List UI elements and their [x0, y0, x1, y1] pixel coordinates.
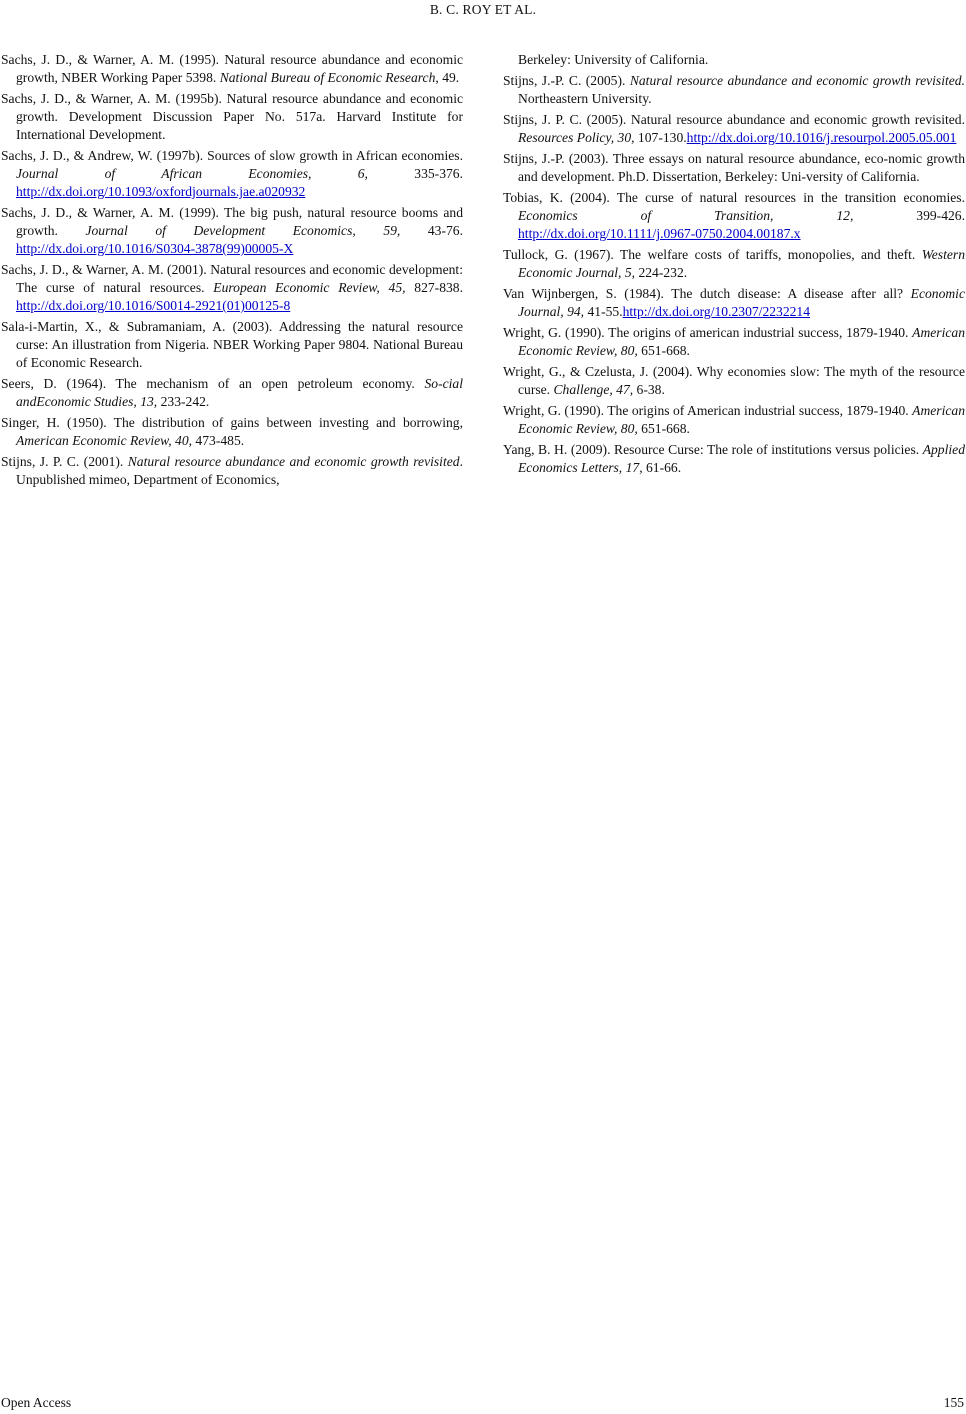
- reference-entry: [1, 414, 463, 450]
- reference-text: Wright, G. (1990). The origins of American industrial success, 1879-1940.: [503, 403, 913, 418]
- reference-text: 224-232.: [635, 265, 688, 280]
- reference-source-italic: Journal of Development Economics, 59,: [85, 223, 401, 238]
- reference-source-italic: Resources Policy, 30,: [518, 130, 635, 145]
- doi-link[interactable]: http://dx.doi.org/10.1093/oxfordjournals.jae.a020932: [16, 184, 306, 199]
- reference-text: 41-55.: [584, 304, 623, 319]
- reference-text: Sachs, J. D., & Warner, A. M. (1995). Natural resource abundance and economic growth, NBER Working Paper 5398.: [1, 52, 463, 85]
- reference-entry: [503, 72, 965, 108]
- reference-text: 651-668.: [637, 343, 690, 358]
- reference-source-italic: Economic Journal, 94,: [518, 286, 965, 319]
- reference-source-italic: Challenge, 47,: [553, 382, 634, 397]
- reference-text: 233-242.: [157, 394, 210, 409]
- reference-entry: [1, 261, 463, 315]
- reference-text: Sachs, J. D., & Andrew, W. (1997b). Sources of slow growth in African economies.: [1, 148, 463, 163]
- doi-link[interactable]: http://dx.doi.org/10.1016/j.resourpol.2005.05.001: [686, 130, 957, 145]
- reference-entry: [1, 453, 463, 489]
- running-header: B. C. ROY ET AL.: [429, 2, 537, 17]
- reference-text: Stijns, J.-P. C. (2005).: [503, 73, 630, 88]
- reference-text: Tullock, G. (1967). The welfare costs of tariffs, monopolies, and theft.: [503, 247, 922, 262]
- reference-text: Stijns, J. P. C. (2001).: [1, 454, 128, 469]
- reference-text: Stijns, J. P. C. (2005). Natural resource abundance and economic growth revisited.: [503, 112, 965, 127]
- doi-link[interactable]: http://dx.doi.org/10.1016/S0014-2921(01)00125-8: [16, 298, 291, 313]
- reference-text: , 49.: [435, 70, 460, 85]
- reference-text: Sachs, J. D., & Warner, A. M. (1995b). Natural resource abundance and economic growth. Development Discussion Paper No. 517a. Harvard Institute for International Development.: [1, 91, 463, 142]
- reference-entry: [503, 285, 965, 321]
- reference-entry: [503, 402, 965, 438]
- reference-text: Singer, H. (1950). The distribution of gains between investing and borrowing,: [1, 415, 463, 430]
- doi-link[interactable]: http://dx.doi.org/10.1111/j.0967-0750.2004.00187.x: [518, 226, 801, 241]
- reference-text: 827-838.: [405, 280, 463, 295]
- reference-text: 473-485.: [192, 433, 245, 448]
- reference-entry: [503, 441, 965, 477]
- reference-source-italic: American Economic Review, 80,: [518, 403, 965, 436]
- reference-entry: [503, 324, 965, 360]
- reference-entry: [503, 363, 965, 399]
- reference-source-italic: National Bureau of Economic Research: [219, 70, 436, 85]
- reference-text: Berkeley: University of California.: [518, 52, 709, 67]
- reference-text: Wright, G., & Czelusta, J. (2004). Why economies slow: The myth of the resource curse.: [503, 364, 965, 397]
- references-left-column: [1, 51, 463, 492]
- reference-entry: [1, 375, 463, 411]
- reference-text: 335-376.: [367, 166, 463, 181]
- reference-text: Seers, D. (1964). The mechanism of an open petroleum economy.: [1, 376, 425, 391]
- reference-source-italic: American Economic Review, 40,: [16, 433, 193, 448]
- reference-entry: [1, 318, 463, 372]
- reference-source-italic: European Economic Review, 45,: [213, 280, 406, 295]
- reference-text: Northeastern University.: [518, 91, 652, 106]
- reference-source-italic: Applied Economics Letters, 17,: [518, 442, 965, 475]
- footer-open-access: Open Access: [1, 1395, 72, 1410]
- doi-link[interactable]: http://dx.doi.org/10.2307/2232214: [622, 304, 811, 319]
- reference-entry: [1, 51, 463, 87]
- reference-entry: [503, 111, 965, 147]
- reference-text: Stijns, J.-P. (2003). Three essays on natural resource abundance, eco-nomic growth and development. Ph.D. Dissertation, Berkeley: Uni-versity of California.: [503, 151, 965, 184]
- reference-source-italic: American Economic Review, 80,: [518, 325, 965, 358]
- reference-entry: [1, 204, 463, 258]
- reference-entry: [503, 246, 965, 282]
- reference-text: Tobias, K. (2004). The curse of natural resources in the transition economies.: [503, 190, 965, 205]
- reference-text: 61-66.: [642, 460, 682, 475]
- reference-text: 107-130.: [634, 130, 687, 145]
- reference-text: 399-426.: [853, 208, 965, 223]
- reference-source-italic: Natural resource abundance and economic growth revisited.: [629, 73, 965, 88]
- reference-entry: [1, 90, 463, 144]
- reference-entry: [503, 189, 965, 243]
- reference-text: Van Wijnbergen, S. (1984). The dutch disease: A disease after all?: [503, 286, 911, 301]
- reference-source-italic: Western Economic Journal, 5,: [518, 247, 965, 280]
- reference-text: Sachs, J. D., & Warner, A. M. (2001). Natural resources and economic development: The curse of natural resources.: [1, 262, 463, 295]
- reference-text: 651-668.: [637, 421, 690, 436]
- reference-text: Wright, G. (1990). The origins of american industrial success, 1879-1940.: [503, 325, 913, 340]
- reference-source-italic: Natural resource abundance and economic growth revisited: [127, 454, 460, 469]
- references-right-column: [503, 51, 965, 480]
- reference-entry: [1, 147, 463, 201]
- reference-source-italic: Journal of African Economies, 6,: [16, 166, 368, 181]
- reference-continuation: [503, 51, 965, 69]
- reference-text: Sachs, J. D., & Warner, A. M. (1999). The big push, natural resource booms and growth.: [1, 205, 463, 238]
- reference-entry: [503, 150, 965, 186]
- reference-text: Yang, B. H. (2009). Resource Curse: The role of institutions versus policies.: [503, 442, 923, 457]
- reference-text: 43-76.: [400, 223, 463, 238]
- reference-text: 6-38.: [633, 382, 665, 397]
- page-number: 155: [943, 1395, 964, 1410]
- reference-text: . Unpublished mimeo, Department of Economics,: [16, 454, 463, 487]
- doi-link[interactable]: http://dx.doi.org/10.1016/S0304-3878(99)00005-X: [16, 241, 294, 256]
- reference-source-italic: Economics of Transition, 12,: [518, 208, 854, 223]
- reference-text: Sala-i-Martin, X., & Subramaniam, A. (2003). Addressing the natural resource curse: An illustration from Nigeria. NBER Working Paper 9804. National Bureau of Economic Research.: [1, 319, 463, 370]
- reference-source-italic: So-cial andEconomic Studies, 13,: [16, 376, 463, 409]
